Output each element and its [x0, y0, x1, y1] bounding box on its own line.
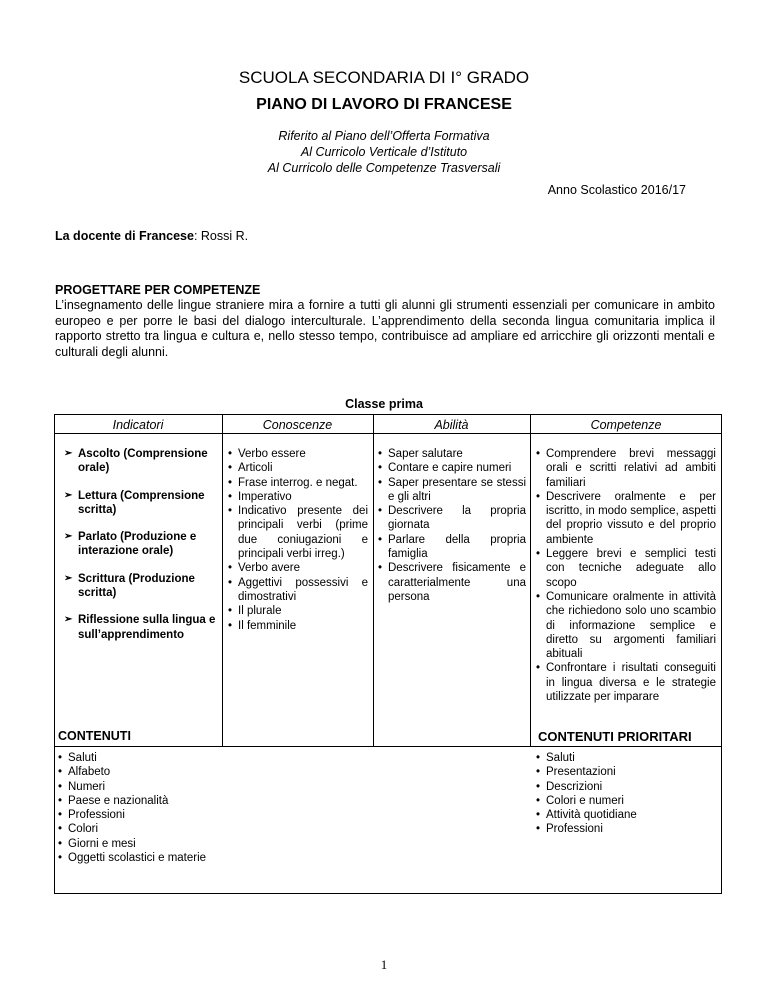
list-item: ➢ Lettura (Comprensione scritta) [64, 489, 205, 516]
list-item: • Verbo avere [228, 562, 301, 575]
column-divider [222, 414, 223, 746]
list-item: • Articoli [228, 462, 273, 475]
section-divider [54, 746, 722, 747]
bullet-icon: • [58, 823, 63, 836]
list-item: ➢ Scrittura (Produzione scritta) [64, 572, 195, 600]
contenuti-list [58, 751, 358, 865]
bullet-icon: • [378, 505, 383, 518]
header-indicatori: Indicatori [112, 418, 164, 432]
bullet-icon: • [228, 605, 233, 618]
bullet-icon: • [228, 476, 233, 489]
bullet-icon: • [536, 448, 541, 460]
reference-line: Riferito al Piano dell’Offerta Formativa [278, 129, 490, 143]
bullet-icon: • [536, 809, 541, 822]
list-item: • Contare e capire numeri [378, 462, 512, 475]
prioritari-list [536, 751, 716, 837]
arrow-bullet-icon: ➢ [64, 614, 73, 626]
list-item: • Comprendere brevi messaggi orali e scritti relativi ad ambiti familiari [536, 448, 716, 489]
school-year: Anno Scolastico 2016/17 [547, 183, 686, 197]
reference-line: Al Curricolo Verticale d’Istituto [300, 145, 468, 159]
list-item: • Verbo essere [228, 448, 306, 460]
header-conoscenze: Conoscenze [262, 418, 333, 432]
list-item: • Leggere brevi e semplici testi con tecniche adeguate allo scopo [536, 548, 716, 589]
header-competenze: Competenze [590, 418, 662, 432]
bullet-icon: • [536, 780, 541, 793]
abilita-list [378, 447, 526, 604]
bullet-icon: • [58, 794, 63, 807]
school-name: SCUOLA SECONDARIA DI I° GRADO [238, 68, 530, 87]
list-item: • Indicativo presente dei principali verbi (prime due coniugazioni e principali verbi irreg.) [228, 505, 368, 561]
bullet-icon: • [536, 794, 541, 807]
list-item: • Imperativo [228, 490, 292, 503]
bullet-icon: • [58, 752, 63, 764]
bullet-icon: • [536, 548, 541, 561]
list-item: • Confrontare i risultati conseguiti in lingua diversa e le strategie utilizzate per imparare [536, 662, 716, 704]
indicatori-list [62, 447, 218, 655]
bullet-icon: • [536, 766, 541, 779]
list-item: • Descrivere fisicamente e caratterialmente una persona [378, 562, 526, 603]
bullet-icon: • [536, 823, 541, 836]
bullet-icon: • [378, 533, 383, 546]
list-item: • Presentazioni [536, 766, 616, 779]
teacher-name: : Rossi R. [193, 229, 249, 243]
list-item: • Comunicare oralmente in attività che richiedono solo uno scambio di informazione semplice e diretto su argomenti familiari abituali [536, 590, 716, 661]
bullet-icon: • [536, 662, 541, 675]
list-item: • Descrivere oralmente e per iscritto, in modo semplice, aspetti del proprio vissuto e del proprio ambiente [536, 490, 716, 546]
list-item: • Paese e nazionalità [58, 794, 169, 807]
bullet-icon: • [536, 490, 541, 503]
arrow-bullet-icon: ➢ [64, 572, 73, 584]
list-item: • Descrizioni [536, 780, 603, 793]
bullet-icon: • [228, 448, 233, 460]
list-item: • Il plurale [228, 605, 282, 618]
list-item: • Professioni [58, 809, 125, 822]
bullet-icon: • [536, 590, 541, 603]
header-divider [54, 433, 722, 434]
arrow-bullet-icon: ➢ [64, 448, 73, 459]
competenze-list [536, 447, 716, 704]
bullet-icon: • [378, 462, 383, 475]
document-title: PIANO DI LAVORO DI FRANCESE [256, 96, 512, 113]
page-number: 1 [380, 957, 388, 972]
bullet-icon: • [378, 562, 383, 575]
list-item: • Descrivere la propria giornata [378, 505, 526, 532]
list-item: • Saluti [58, 752, 97, 764]
contenuti-title: CONTENUTI [58, 729, 131, 743]
list-item: • Saper salutare [378, 448, 463, 460]
teacher-line [55, 229, 248, 243]
bullet-icon: • [58, 766, 63, 779]
column-divider [373, 414, 374, 746]
section-title: PROGETTARE PER COMPETENZE [55, 283, 261, 297]
list-item: • Professioni [536, 823, 603, 836]
list-item: • Numeri [58, 780, 106, 793]
column-divider [530, 414, 531, 746]
header-abilita: Abilità [434, 418, 469, 432]
class-title: Classe prima [345, 397, 423, 411]
bullet-icon: • [58, 837, 63, 850]
list-item: ➢ Ascolto (Comprensione orale) [64, 448, 208, 475]
contenuti-prioritari-title: CONTENUTI PRIORITARI [538, 729, 692, 744]
list-item: • Parlare della propria famiglia [378, 533, 526, 561]
arrow-bullet-icon: ➢ [64, 531, 73, 543]
list-item: • Oggetti scolastici e materie [58, 852, 207, 865]
list-item: ➢ Parlato (Produzione e interazione orale) [64, 531, 197, 558]
bullet-icon: • [228, 462, 233, 475]
bullet-icon: • [228, 505, 233, 518]
bullet-icon: • [228, 562, 233, 575]
reference-line: Al Curricolo delle Competenze Trasversali [267, 161, 501, 175]
list-item: • Frase interrog. e negat. [228, 476, 358, 489]
bullet-icon: • [58, 809, 63, 822]
list-item: ➢ Riflessione sulla lingua e sull’apprendimento [64, 614, 216, 641]
list-item: • Alfabeto [58, 766, 111, 779]
list-item: • Colori e numeri [536, 794, 624, 807]
teacher-label: La docente di Francese [55, 229, 194, 243]
list-item: • Giorni e mesi [58, 837, 136, 850]
references [0, 128, 768, 176]
section-paragraph: L’insegnamento delle lingue straniere mira a fornire a tutti gli alunni gli strumenti essenziali per comunicare in ambito europeo e per porre le basi del dialogo interculturale. L’apprendimento della seconda lingua comunitaria implica il rapporto stretto tra lingua e cultura e, nello stesso tempo, contribuisce ad ampliare ed arricchire gli orizzonti mentali e culturali degli alunni. [55, 298, 715, 359]
bullet-icon: • [228, 576, 233, 589]
list-item: • Saper presentare se stessi e gli altri [378, 476, 526, 503]
list-item: • Aggettivi possessivi e dimostrativi [228, 576, 368, 603]
bullet-icon: • [228, 619, 233, 632]
bullet-icon: • [58, 852, 63, 865]
list-item: • Attività quotidiane [536, 809, 637, 822]
arrow-bullet-icon: ➢ [64, 489, 73, 501]
bullet-icon: • [378, 448, 383, 460]
bullet-icon: • [536, 752, 541, 764]
list-item: • Saluti [536, 752, 575, 764]
conoscenze-list [228, 447, 368, 633]
bullet-icon: • [228, 490, 233, 503]
bullet-icon: • [58, 780, 63, 793]
list-item: • Il femminile [228, 619, 297, 632]
bullet-icon: • [378, 476, 383, 489]
list-item: • Colori [58, 823, 99, 836]
